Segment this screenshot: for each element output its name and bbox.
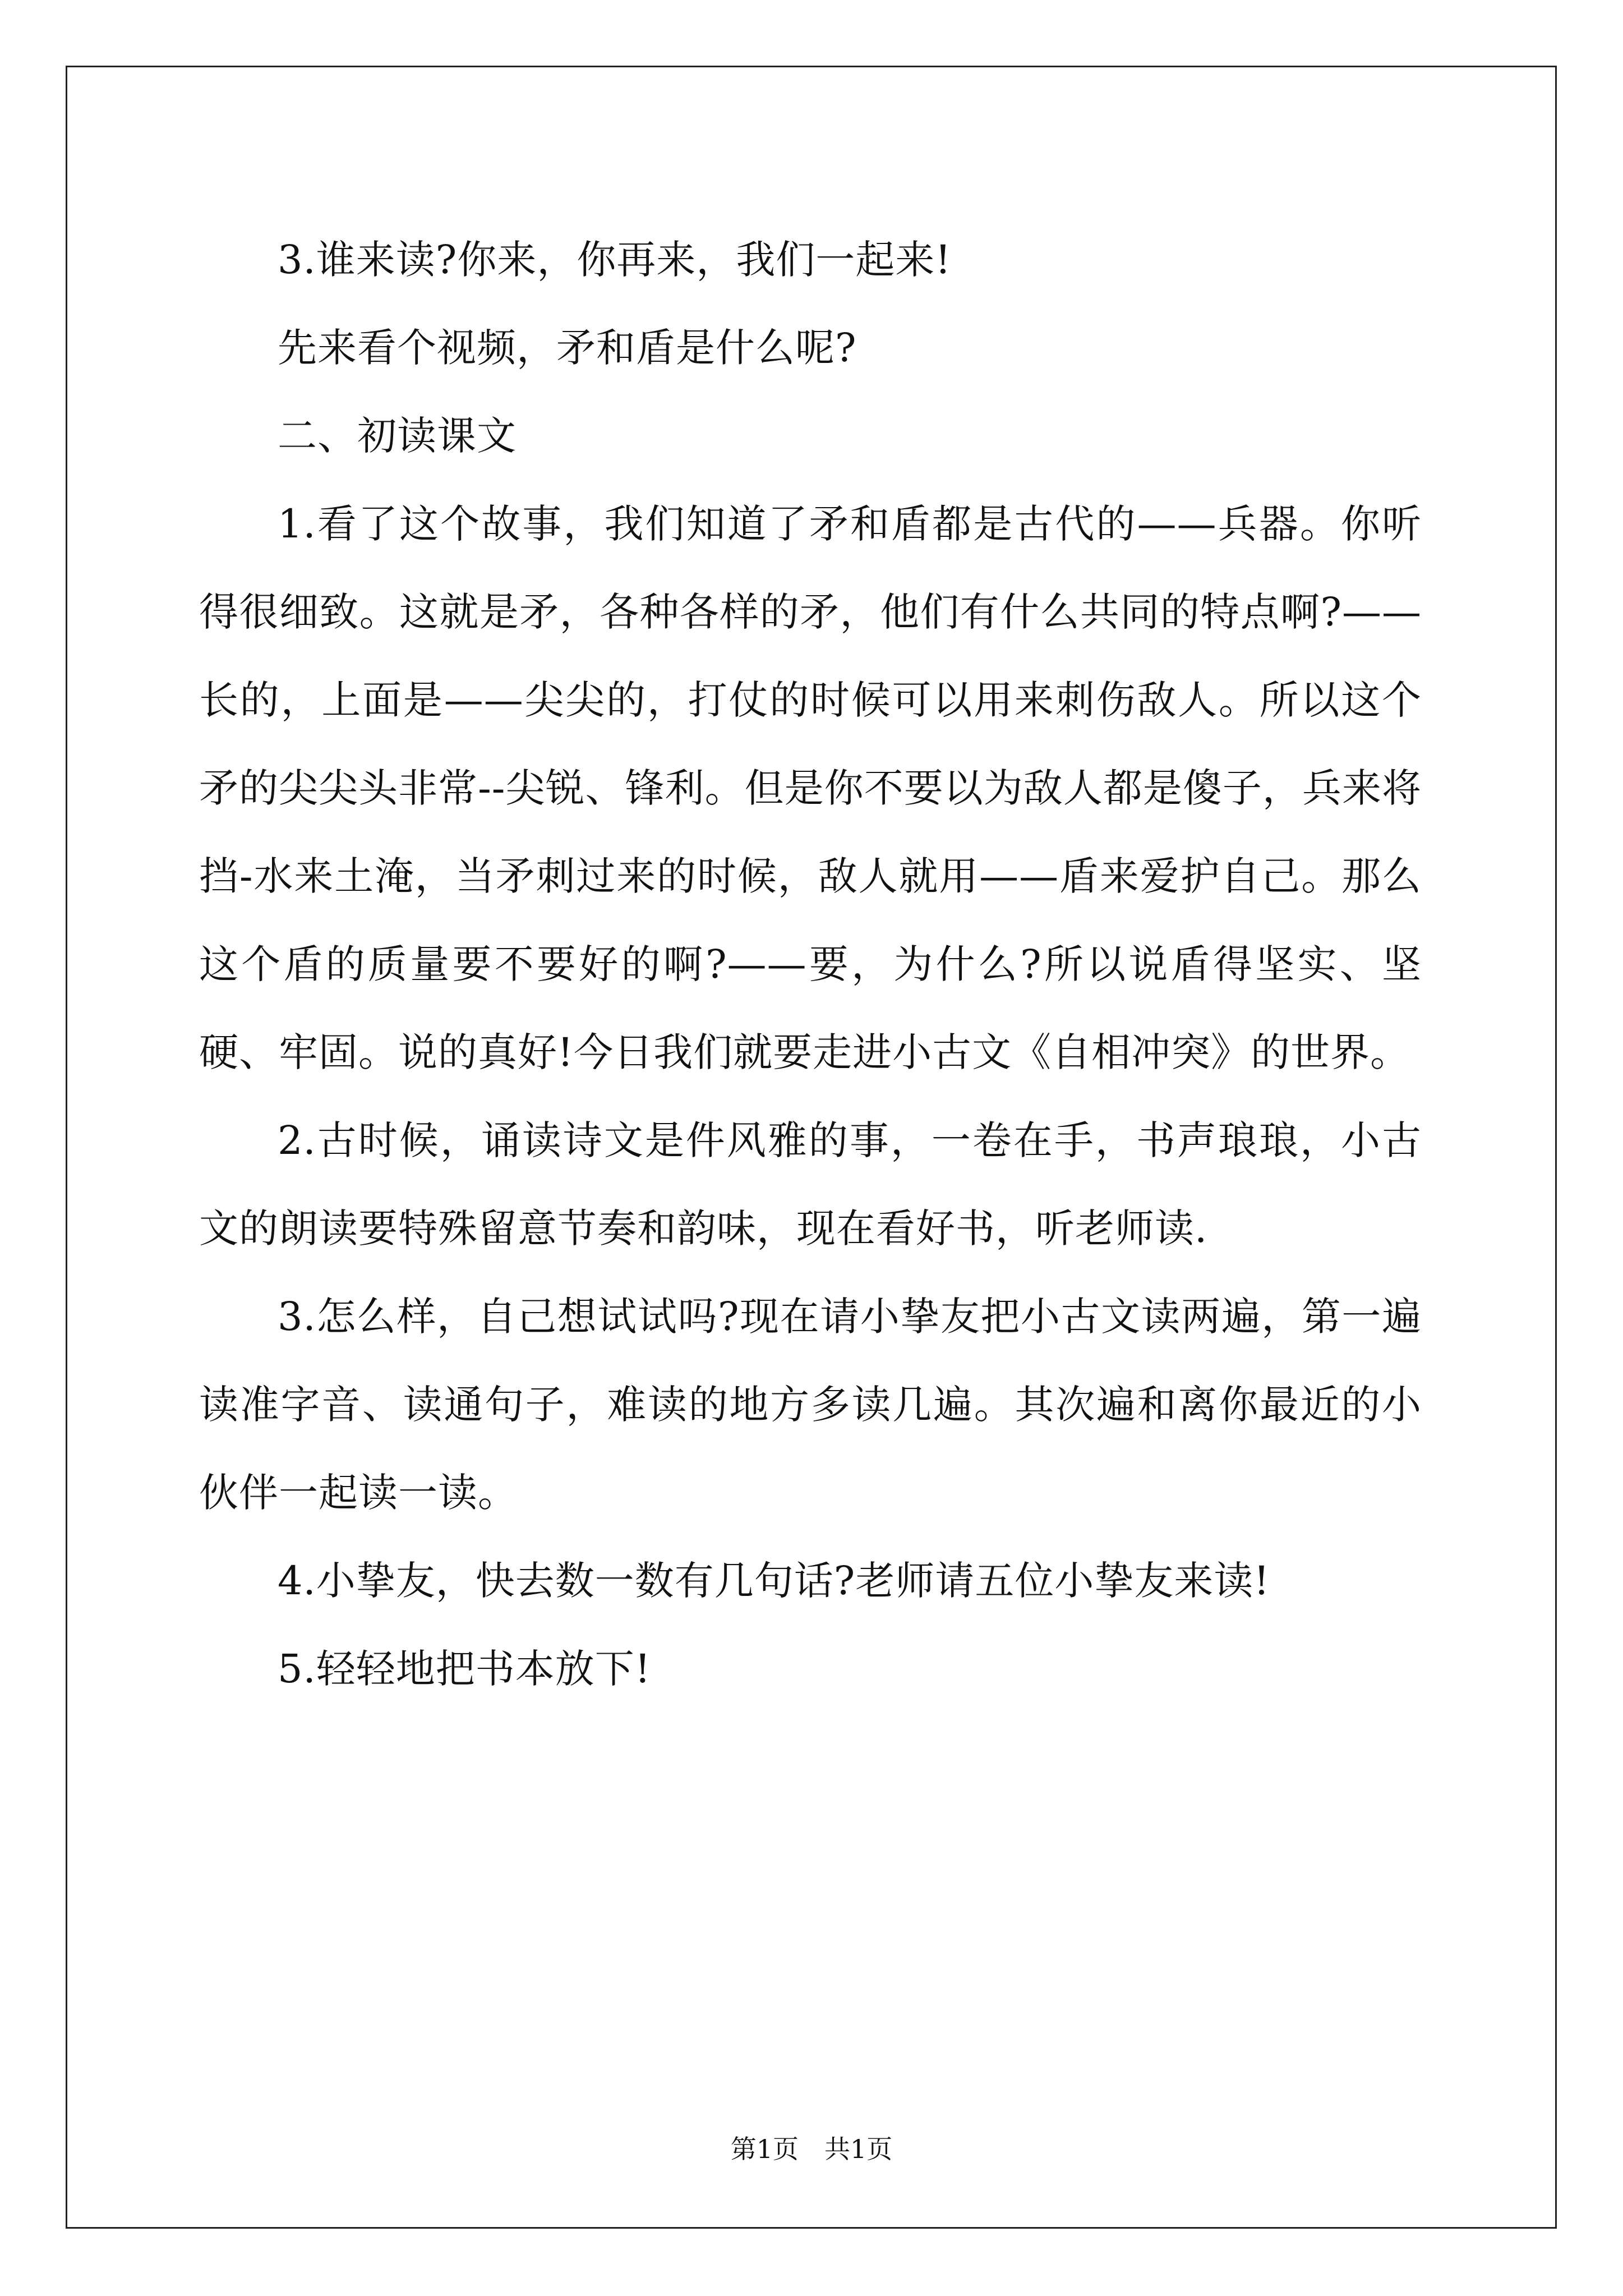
paragraph: 3.怎么样，自己想试试吗?现在请小挚友把小古文读两遍，第一遍读准字音、读通句子，难读的地方多读几遍。其次遍和离你最近的小伙伴一起读一读。 — [199, 1294, 1422, 1516]
page-total: 共1页 — [824, 2134, 893, 2164]
paragraph: 5.轻轻地把书本放下! — [278, 1646, 651, 1692]
paragraph: 3.谁来读?你来，你再来，我们一起来! — [278, 237, 952, 283]
page-number: 第1页 — [730, 2134, 799, 2164]
paragraph: 2.古时候，诵读诗文是件风雅的事，一卷在手，书声琅琅，小古文的朗读要特殊留意节奏和韵味，现在看好书，听老师读. — [199, 1117, 1422, 1251]
document-body — [199, 216, 1422, 1713]
section-heading: 二、初读课文 — [278, 413, 517, 459]
paragraph: 先来看个视频，矛和盾是什么呢? — [278, 325, 857, 371]
page-footer — [0, 2133, 1623, 2165]
paragraph: 1.看了这个故事，我们知道了矛和盾都是古代的——兵器。你听得很细致。这就是矛，各种各样的矛，他们有什么共同的特点啊?——长的，上面是——尖尖的，打仗的时候可以用来刺伤敌人。所以这个矛的尖尖头非常--尖锐、锋利。但是你不要以为敌人都是傻子，兵来将挡-水来土淹，当矛刺过来的时候，敌人就用——盾来爱护自己。那么这个盾的质量要不要好的啊?——要，为什么?所以说盾得坚实、坚硬、牢固。说的真好!今日我们就要走进小古文《自相冲突》的世界。 — [199, 501, 1422, 1075]
paragraph: 4.小挚友，快去数一数有几句话?老师请五位小挚友来读! — [278, 1558, 1270, 1604]
